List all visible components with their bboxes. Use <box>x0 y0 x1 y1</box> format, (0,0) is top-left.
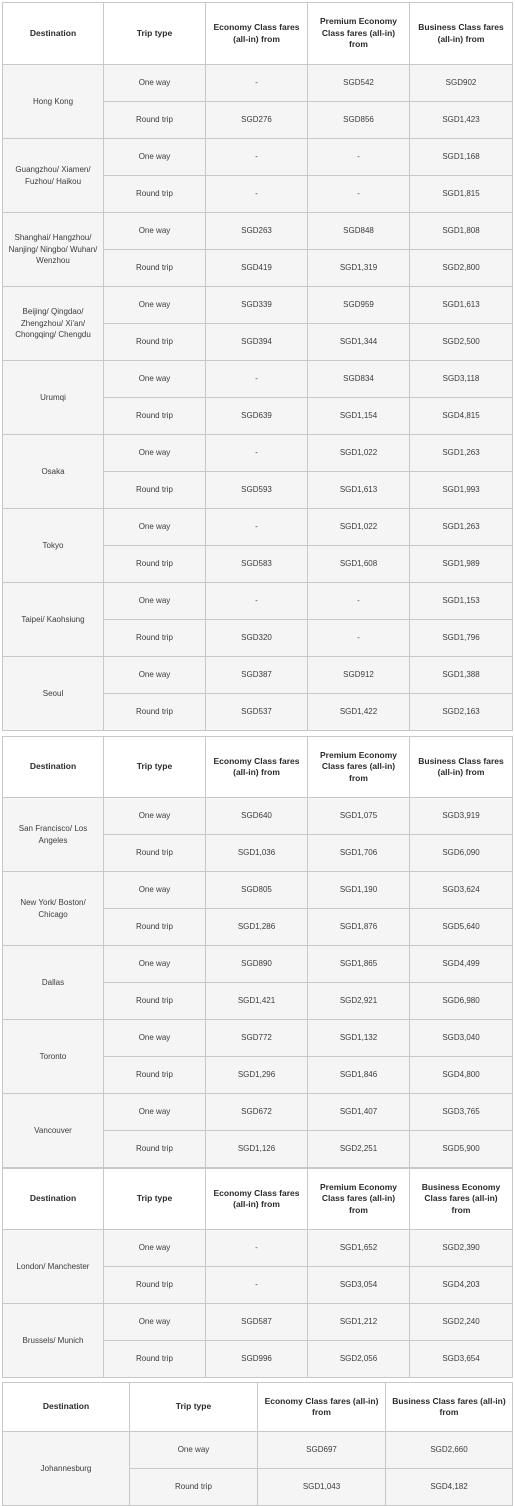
destination-cell: London/ Manchester <box>3 1230 104 1304</box>
destination-cell: Shanghai/ Hangzhou/ Nanjing/ Ningbo/ Wuhan/ Wenzhou <box>3 213 104 287</box>
destination-cell: Seoul <box>3 657 104 731</box>
fare-cell: SGD2,240 <box>410 1304 513 1341</box>
table-row <box>3 1020 513 1057</box>
fare-cell: SGD4,203 <box>410 1267 513 1304</box>
column-header-destination: Destination <box>3 1383 130 1432</box>
table-header-row <box>3 737 513 798</box>
destination-cell: Guangzhou/ Xiamen/ Fuzhou/ Haikou <box>3 139 104 213</box>
trip-type-cell: One way <box>104 1230 206 1267</box>
trip-type-cell: One way <box>104 946 206 983</box>
trip-type-cell: One way <box>104 583 206 620</box>
column-header-economy-class-fares-all-in-from: Economy Class fares (all-in) from <box>206 737 308 798</box>
table-row <box>3 435 513 472</box>
fare-cell: - <box>308 620 410 657</box>
fare-cell: SGD996 <box>206 1341 308 1378</box>
fare-cell: SGD4,815 <box>410 398 513 435</box>
column-header-economy-class-fares-all-in-from: Economy Class fares (all-in) from <box>258 1383 386 1432</box>
fare-cell: SGD320 <box>206 620 308 657</box>
trip-type-cell: One way <box>104 657 206 694</box>
trip-type-cell: One way <box>130 1432 258 1469</box>
trip-type-cell: Round trip <box>130 1469 258 1506</box>
trip-type-cell: One way <box>104 213 206 250</box>
fare-cell: SGD3,624 <box>410 872 513 909</box>
fare-table-3 <box>2 1168 513 1378</box>
fare-cell: SGD1,613 <box>410 287 513 324</box>
column-header-destination: Destination <box>3 1169 104 1230</box>
fare-cell: SGD1,876 <box>308 909 410 946</box>
column-header-business-class-fares-all-in-from: Business Class fares (all-in) from <box>410 737 513 798</box>
trip-type-cell: Round trip <box>104 250 206 287</box>
fare-cell: - <box>206 176 308 213</box>
table-row <box>3 946 513 983</box>
column-header-economy-class-fares-all-in-from: Economy Class fares (all-in) from <box>206 1169 308 1230</box>
trip-type-cell: One way <box>104 361 206 398</box>
fare-cell: - <box>206 1230 308 1267</box>
fare-cell: SGD1,846 <box>308 1057 410 1094</box>
fare-cell: SGD2,921 <box>308 983 410 1020</box>
destination-cell: Osaka <box>3 435 104 509</box>
fare-cell: - <box>206 509 308 546</box>
trip-type-cell: One way <box>104 872 206 909</box>
fare-cell: SGD4,800 <box>410 1057 513 1094</box>
fare-cell: SGD387 <box>206 657 308 694</box>
fare-cell: - <box>206 435 308 472</box>
fare-cell: SGD1,423 <box>410 102 513 139</box>
fare-cell: SGD912 <box>308 657 410 694</box>
destination-cell: Dallas <box>3 946 104 1020</box>
fare-cell: - <box>206 139 308 176</box>
fare-cell: SGD1,022 <box>308 435 410 472</box>
fare-cell: SGD959 <box>308 287 410 324</box>
trip-type-cell: Round trip <box>104 1131 206 1168</box>
fare-cell: SGD339 <box>206 287 308 324</box>
destination-cell: Beijing/ Qingdao/ Zhengzhou/ Xi'an/ Chongqing/ Chengdu <box>3 287 104 361</box>
trip-type-cell: Round trip <box>104 102 206 139</box>
fare-cell: - <box>206 361 308 398</box>
trip-type-cell: Round trip <box>104 620 206 657</box>
fare-cell: SGD593 <box>206 472 308 509</box>
fare-cell: SGD5,640 <box>410 909 513 946</box>
fare-cell: SGD2,660 <box>386 1432 513 1469</box>
fare-cell: - <box>308 583 410 620</box>
destination-cell: Urumqi <box>3 361 104 435</box>
fare-cell: SGD6,980 <box>410 983 513 1020</box>
fare-cell: SGD542 <box>308 65 410 102</box>
trip-type-cell: Round trip <box>104 546 206 583</box>
fare-cell: SGD394 <box>206 324 308 361</box>
column-header-business-class-fares-all-in-from: Business Class fares (all-in) from <box>410 3 513 65</box>
table-row <box>3 583 513 620</box>
fare-cell: SGD1,154 <box>308 398 410 435</box>
column-header-trip-type: Trip type <box>130 1383 258 1432</box>
trip-type-cell: Round trip <box>104 694 206 731</box>
trip-type-cell: One way <box>104 139 206 176</box>
fare-cell: - <box>206 1267 308 1304</box>
trip-type-cell: One way <box>104 1094 206 1131</box>
destination-cell: Taipei/ Kaohsiung <box>3 583 104 657</box>
trip-type-cell: One way <box>104 509 206 546</box>
fare-cell: SGD1,865 <box>308 946 410 983</box>
fare-cell: SGD834 <box>308 361 410 398</box>
trip-type-cell: One way <box>104 65 206 102</box>
fare-cell: SGD1,043 <box>258 1469 386 1506</box>
fare-cell: SGD587 <box>206 1304 308 1341</box>
fare-cell: SGD1,706 <box>308 835 410 872</box>
fare-cell: SGD583 <box>206 546 308 583</box>
fare-cell: SGD263 <box>206 213 308 250</box>
fare-cell: SGD1,421 <box>206 983 308 1020</box>
fare-cell: SGD1,989 <box>410 546 513 583</box>
trip-type-cell: Round trip <box>104 1057 206 1094</box>
column-header-economy-class-fares-all-in-from: Economy Class fares (all-in) from <box>206 3 308 65</box>
trip-type-cell: One way <box>104 435 206 472</box>
column-header-premium-economy-class-fares-all-in-from: Premium Economy Class fares (all-in) from <box>308 737 410 798</box>
trip-type-cell: Round trip <box>104 909 206 946</box>
fare-cell: SGD1,388 <box>410 657 513 694</box>
fare-cell: SGD772 <box>206 1020 308 1057</box>
fare-cell: SGD1,422 <box>308 694 410 731</box>
fare-cell: - <box>206 65 308 102</box>
fare-cell: SGD1,808 <box>410 213 513 250</box>
table-row <box>3 657 513 694</box>
table-row <box>3 509 513 546</box>
fare-table-1 <box>2 2 513 731</box>
destination-cell: New York/ Boston/ Chicago <box>3 872 104 946</box>
fare-table-4 <box>2 1382 513 1506</box>
fare-cell: SGD1,993 <box>410 472 513 509</box>
fare-cell: SGD3,654 <box>410 1341 513 1378</box>
table-row <box>3 361 513 398</box>
trip-type-cell: Round trip <box>104 398 206 435</box>
fare-cell: SGD890 <box>206 946 308 983</box>
fare-cell: - <box>308 139 410 176</box>
fare-cell: SGD4,182 <box>386 1469 513 1506</box>
trip-type-cell: One way <box>104 798 206 835</box>
fare-cell: SGD1,153 <box>410 583 513 620</box>
trip-type-cell: Round trip <box>104 1341 206 1378</box>
fare-cell: SGD2,251 <box>308 1131 410 1168</box>
fare-cell: SGD639 <box>206 398 308 435</box>
destination-cell: San Francisco/ Los Angeles <box>3 798 104 872</box>
fare-cell: SGD3,040 <box>410 1020 513 1057</box>
fare-cell: SGD1,036 <box>206 835 308 872</box>
fare-cell: SGD537 <box>206 694 308 731</box>
fare-cell: SGD2,390 <box>410 1230 513 1267</box>
fare-cell: SGD3,118 <box>410 361 513 398</box>
fare-cell: SGD1,319 <box>308 250 410 287</box>
fare-cell: SGD3,919 <box>410 798 513 835</box>
fare-cell: SGD1,126 <box>206 1131 308 1168</box>
table-row <box>3 1304 513 1341</box>
fare-cell: SGD276 <box>206 102 308 139</box>
fare-cell: - <box>308 176 410 213</box>
column-header-business-class-fares-all-in-from: Business Class fares (all-in) from <box>386 1383 513 1432</box>
fare-cell: SGD856 <box>308 102 410 139</box>
fare-cell: SGD3,054 <box>308 1267 410 1304</box>
fare-cell: SGD1,190 <box>308 872 410 909</box>
fare-cell: SGD805 <box>206 872 308 909</box>
trip-type-cell: Round trip <box>104 472 206 509</box>
column-header-trip-type: Trip type <box>104 3 206 65</box>
fare-cell: SGD1,132 <box>308 1020 410 1057</box>
table-row <box>3 65 513 102</box>
destination-cell: Vancouver <box>3 1094 104 1168</box>
column-header-premium-economy-class-fares-all-in-from: Premium Economy Class fares (all-in) from <box>308 3 410 65</box>
column-header-destination: Destination <box>3 737 104 798</box>
table-row <box>3 287 513 324</box>
column-header-trip-type: Trip type <box>104 737 206 798</box>
fare-cell: SGD5,900 <box>410 1131 513 1168</box>
column-header-trip-type: Trip type <box>104 1169 206 1230</box>
trip-type-cell: Round trip <box>104 835 206 872</box>
fare-cell: SGD1,608 <box>308 546 410 583</box>
table-row <box>3 1094 513 1131</box>
fare-cell: SGD1,815 <box>410 176 513 213</box>
fare-cell: SGD2,800 <box>410 250 513 287</box>
trip-type-cell: One way <box>104 287 206 324</box>
fare-cell: SGD2,163 <box>410 694 513 731</box>
trip-type-cell: Round trip <box>104 983 206 1020</box>
fare-cell: SGD1,613 <box>308 472 410 509</box>
table-row <box>3 139 513 176</box>
fare-cell: SGD3,765 <box>410 1094 513 1131</box>
fare-cell: SGD1,296 <box>206 1057 308 1094</box>
fare-cell: SGD1,075 <box>308 798 410 835</box>
fare-cell: SGD1,286 <box>206 909 308 946</box>
trip-type-cell: Round trip <box>104 1267 206 1304</box>
fare-cell: SGD697 <box>258 1432 386 1469</box>
fare-cell: SGD640 <box>206 798 308 835</box>
fare-cell: SGD902 <box>410 65 513 102</box>
table-row <box>3 1432 513 1469</box>
fare-cell: SGD1,263 <box>410 509 513 546</box>
fare-cell: SGD419 <box>206 250 308 287</box>
table-row <box>3 1230 513 1267</box>
table-header-row <box>3 3 513 65</box>
column-header-destination: Destination <box>3 3 104 65</box>
trip-type-cell: Round trip <box>104 324 206 361</box>
destination-cell: Tokyo <box>3 509 104 583</box>
fare-cell: SGD6,090 <box>410 835 513 872</box>
fare-cell: - <box>206 583 308 620</box>
table-header-row <box>3 1169 513 1230</box>
column-header-business-economy-class-fares-all-in-from: Business Economy Class fares (all-in) from <box>410 1169 513 1230</box>
table-row <box>3 798 513 835</box>
trip-type-cell: One way <box>104 1020 206 1057</box>
trip-type-cell: One way <box>104 1304 206 1341</box>
fare-cell: SGD1,796 <box>410 620 513 657</box>
table-row <box>3 213 513 250</box>
destination-cell: Toronto <box>3 1020 104 1094</box>
fare-cell: SGD1,168 <box>410 139 513 176</box>
fare-cell: SGD848 <box>308 213 410 250</box>
trip-type-cell: Round trip <box>104 176 206 213</box>
fare-cell: SGD1,022 <box>308 509 410 546</box>
fare-table-2 <box>2 736 513 1168</box>
fare-cell: SGD1,652 <box>308 1230 410 1267</box>
destination-cell: Brussels/ Munich <box>3 1304 104 1378</box>
table-header-row <box>3 1383 513 1432</box>
destination-cell: Johannesburg <box>3 1432 130 1506</box>
fare-cell: SGD1,263 <box>410 435 513 472</box>
fare-cell: SGD1,344 <box>308 324 410 361</box>
fare-cell: SGD2,500 <box>410 324 513 361</box>
table-row <box>3 872 513 909</box>
fare-cell: SGD4,499 <box>410 946 513 983</box>
fare-cell: SGD2,056 <box>308 1341 410 1378</box>
fare-cell: SGD672 <box>206 1094 308 1131</box>
fare-cell: SGD1,212 <box>308 1304 410 1341</box>
destination-cell: Hong Kong <box>3 65 104 139</box>
fare-cell: SGD1,407 <box>308 1094 410 1131</box>
column-header-premium-economy-class-fares-all-in-from: Premium Economy Class fares (all-in) from <box>308 1169 410 1230</box>
